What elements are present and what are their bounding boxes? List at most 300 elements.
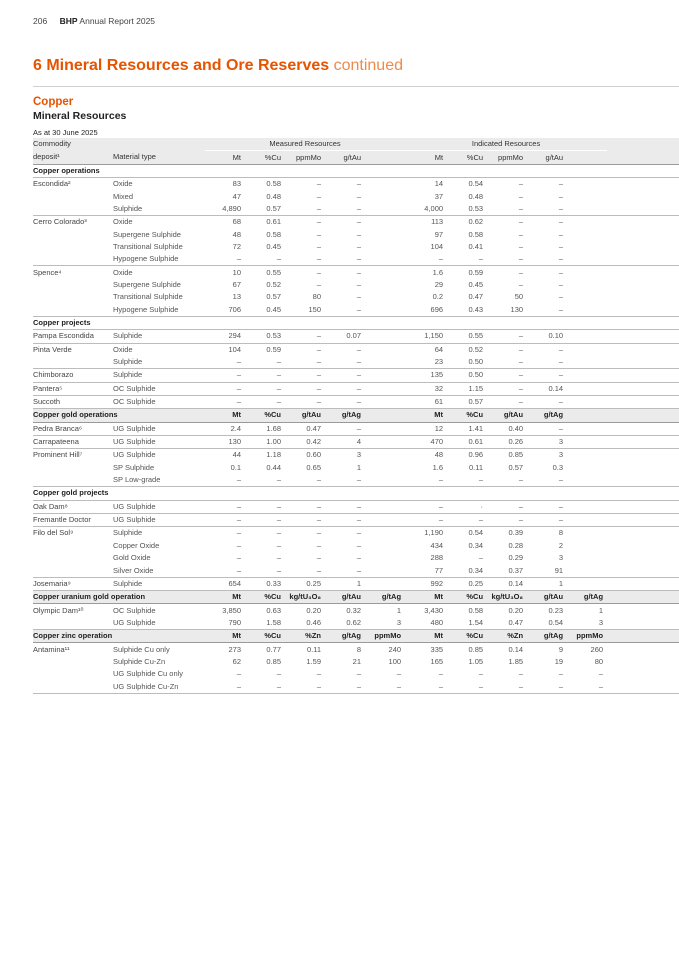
table-row	[33, 228, 679, 240]
measured-value: –	[356, 191, 361, 201]
measured-value: 0.1	[230, 462, 241, 472]
material-type: UG Sulphide	[113, 422, 205, 435]
measured-value: 2.4	[205, 422, 245, 435]
measured-value: 0.60	[306, 450, 321, 460]
indicated-value: 3	[527, 435, 567, 448]
indicated-value: –	[487, 330, 527, 343]
indicated-value: 0.37	[487, 564, 527, 577]
measured-value: 48	[232, 229, 241, 239]
measured-value: 0.42	[285, 435, 325, 448]
indicated-value: –	[487, 369, 527, 382]
measured-value: –	[316, 191, 321, 201]
spacer-cell	[607, 266, 679, 279]
spacer-cell	[607, 228, 679, 240]
indicated-value: 113	[431, 217, 444, 227]
indicated-value: –	[518, 669, 524, 679]
deposit-name	[33, 617, 113, 630]
indicated-value: 0.55	[447, 330, 487, 343]
indicated-value: 0.47	[487, 617, 527, 630]
measured-value: –	[285, 330, 325, 343]
material-type: Mixed	[113, 191, 134, 201]
spacer-cell	[607, 462, 679, 474]
spacer-cell	[607, 668, 679, 680]
measured-value: 72	[232, 241, 241, 251]
deposit-name: Pampa Escondida	[33, 330, 113, 343]
measured-value: –	[245, 382, 285, 395]
measured-value: 1.68	[245, 422, 285, 435]
indicated-value	[567, 422, 607, 435]
spacer-cell	[607, 343, 679, 356]
spacer-cell	[607, 617, 679, 630]
measured-value: 0.57	[266, 292, 281, 302]
measured-resources-header: Measured Resources	[205, 138, 405, 151]
as-at-date: As at 30 June 2025	[33, 128, 98, 137]
material-type-header: Material type	[113, 151, 205, 164]
material-type: UG Sulphide Cu-Zn	[113, 680, 205, 693]
measured-value: –	[205, 513, 245, 526]
indicated-value: –	[527, 203, 567, 216]
measured-value: –	[205, 500, 245, 513]
indicated-value: 0.25	[447, 577, 487, 590]
measured-value: –	[316, 267, 321, 277]
deposit-name	[33, 279, 113, 291]
measured-value: 67	[232, 279, 241, 289]
indicated-resources-header: Indicated Resources	[405, 138, 607, 151]
measured-col-header: %Zn	[285, 630, 325, 643]
measured-value: –	[236, 540, 241, 550]
measured-col-header: ppmMo	[285, 151, 325, 164]
measured-col-header: g/tAg	[325, 409, 365, 422]
measured-value: –	[236, 528, 241, 538]
spacer-cell	[607, 513, 679, 526]
indicated-value	[567, 291, 607, 303]
material-type: Hypogene Sulphide	[113, 303, 205, 316]
mineral-resources-table	[33, 138, 679, 694]
material-type: Transitional Sulphide	[113, 241, 183, 251]
measured-value	[365, 241, 405, 253]
measured-value: –	[205, 474, 245, 487]
indicated-value: 0.59	[468, 267, 484, 277]
measured-value: –	[236, 553, 241, 563]
measured-value: 4,890	[205, 203, 245, 216]
indicated-value	[567, 435, 607, 448]
measured-value: –	[356, 292, 361, 302]
spacer-cell	[607, 552, 679, 564]
measured-value: –	[325, 680, 365, 693]
indicated-value: –	[518, 229, 524, 239]
measured-value: –	[356, 179, 361, 189]
deposit-name: Spence⁴	[33, 267, 62, 277]
measured-col-header: g/tAu	[325, 151, 365, 164]
deposit-name	[33, 668, 113, 680]
measured-value: –	[325, 303, 365, 316]
measured-value: 1	[356, 462, 361, 472]
measured-value: –	[245, 253, 285, 266]
measured-value: –	[325, 500, 365, 513]
subtable-header-label: Copper gold operations	[33, 409, 205, 422]
measured-value: –	[356, 553, 361, 563]
indicated-value: –	[487, 382, 527, 395]
measured-col-header: g/tAu	[325, 591, 365, 604]
indicated-col-header: Mt	[405, 151, 447, 164]
indicated-value: 1,190	[424, 528, 444, 538]
measured-value	[365, 216, 405, 229]
table-row	[33, 266, 679, 279]
indicated-value: 64	[434, 344, 444, 354]
indicated-value: 0.57	[447, 395, 487, 408]
indicated-value: 135	[405, 369, 447, 382]
indicated-value: –	[527, 513, 567, 526]
indicated-value: 97	[434, 229, 444, 239]
measured-value	[365, 527, 405, 540]
measured-value	[365, 564, 405, 577]
indicated-value: 1.41	[447, 422, 487, 435]
measured-value: –	[245, 356, 285, 369]
measured-value: –	[356, 267, 361, 277]
measured-value: 0.32	[346, 605, 361, 615]
page-title-continued: continued	[333, 57, 403, 74]
measured-value: 0.58	[266, 229, 281, 239]
subtable-header-row	[33, 591, 679, 604]
deposit-name: Chimborazo	[33, 369, 113, 382]
material-type: Sulphide	[113, 330, 205, 343]
material-type: OC Sulphide	[113, 395, 205, 408]
table-row	[33, 617, 679, 630]
measured-value: 80	[312, 292, 321, 302]
indicated-value: –	[487, 253, 527, 266]
measured-value: –	[356, 279, 361, 289]
indicated-value: 37	[434, 191, 444, 201]
indicated-value: –	[558, 344, 564, 354]
indicated-value: 0.62	[468, 217, 484, 227]
indicated-value	[567, 228, 607, 240]
report-name: Annual Report 2025	[79, 16, 156, 26]
measured-value: –	[316, 553, 321, 563]
indicated-value: –	[558, 229, 564, 239]
measured-value: 294	[205, 330, 245, 343]
measured-value: 1.59	[306, 656, 321, 666]
indicated-value: 0.10	[527, 330, 567, 343]
measured-value: –	[285, 680, 325, 693]
measured-value: –	[245, 369, 285, 382]
material-type: Sulphide	[113, 528, 143, 538]
indicated-value	[567, 303, 607, 316]
indicated-value: 0.14	[527, 382, 567, 395]
indicated-value: 0.23	[548, 605, 564, 615]
table-row	[33, 303, 679, 316]
indicated-value: –	[405, 513, 447, 526]
deposit-name	[33, 253, 113, 266]
brand-name: BHP	[59, 16, 78, 26]
spacer-cell	[607, 591, 679, 604]
indicated-col-header	[567, 409, 607, 422]
indicated-value: 288	[430, 553, 444, 563]
spacer-cell	[607, 474, 679, 487]
indicated-value: –	[558, 292, 564, 302]
section-row	[33, 316, 679, 329]
spacer-cell	[607, 190, 679, 202]
indicated-value: –	[478, 669, 484, 679]
measured-value: –	[245, 680, 285, 693]
indicated-value	[567, 577, 607, 590]
measured-value: 0.62	[325, 617, 365, 630]
indicated-value	[567, 527, 607, 540]
measured-value: –	[316, 229, 321, 239]
indicated-value: 0.96	[468, 450, 484, 460]
indicated-value: –	[527, 356, 567, 369]
indicated-value	[567, 552, 607, 564]
indicated-value: 0.45	[468, 279, 484, 289]
indicated-value	[567, 266, 607, 279]
measured-value	[365, 462, 405, 474]
measured-value	[365, 500, 405, 513]
measured-value: –	[356, 229, 361, 239]
indicated-value: 1.54	[447, 617, 487, 630]
indicated-value: 80	[594, 656, 604, 666]
material-type: Sulphide	[113, 369, 205, 382]
indicated-value: 0.34	[468, 540, 484, 550]
section-row	[33, 487, 679, 500]
indicated-value	[567, 178, 607, 191]
measured-value	[365, 382, 405, 395]
spacer-cell	[607, 303, 679, 316]
measured-value	[365, 330, 405, 343]
table-row	[33, 190, 679, 202]
measured-value: 13	[232, 292, 241, 302]
material-type: Oxide	[113, 179, 133, 189]
indicated-value: 0.20	[508, 605, 524, 615]
measured-value: 68	[232, 217, 241, 227]
table-row	[33, 369, 679, 382]
indicated-value	[567, 540, 607, 552]
material-type: UG Sulphide	[113, 513, 205, 526]
indicated-value: –	[487, 680, 527, 693]
indicated-col-header: %Cu	[447, 630, 487, 643]
indicated-value: 0.48	[468, 191, 484, 201]
spacer-cell	[607, 422, 679, 435]
measured-value	[365, 449, 405, 462]
section-label: Copper gold projects	[33, 487, 679, 500]
measured-col-header	[365, 409, 405, 422]
indicated-value: 260	[590, 644, 604, 654]
indicated-value: –	[405, 474, 447, 487]
indicated-col-header: g/tAg	[527, 409, 567, 422]
indicated-value: 0.40	[487, 422, 527, 435]
indicated-value: –	[447, 680, 487, 693]
indicated-value	[567, 203, 607, 216]
indicated-value: 1.6	[432, 267, 444, 277]
indicated-value: 0.54	[468, 528, 484, 538]
measured-value: –	[316, 540, 321, 550]
table-row	[33, 577, 679, 590]
deposit-name: Filo del Sol⁹	[33, 528, 74, 538]
table-row	[33, 604, 679, 617]
spacer-cell	[607, 680, 679, 693]
indicated-value: –	[527, 395, 567, 408]
indicated-value: –	[558, 179, 564, 189]
indicated-value: 12	[405, 422, 447, 435]
spacer-cell	[607, 643, 679, 656]
indicated-value: 61	[405, 395, 447, 408]
indicated-value: –	[405, 253, 447, 266]
indicated-value: 104	[430, 241, 444, 251]
measured-value: –	[316, 217, 321, 227]
indicated-value: 696	[405, 303, 447, 316]
indicated-value: –	[518, 344, 524, 354]
indicated-value: –	[487, 513, 527, 526]
measured-value: –	[285, 395, 325, 408]
measured-value: 0.57	[245, 203, 285, 216]
indicated-value: 0.41	[468, 241, 484, 251]
table-row	[33, 178, 679, 191]
measured-value: –	[356, 344, 361, 354]
measured-value	[365, 435, 405, 448]
subtable-header-label: Copper zinc operation	[33, 630, 205, 643]
deposit-name: Cerro Colorado³	[33, 217, 87, 227]
measured-col-header: Mt	[205, 409, 245, 422]
measured-value	[365, 343, 405, 356]
measured-value: 0.65	[306, 462, 321, 472]
spacer-cell	[607, 527, 679, 540]
page-title	[33, 57, 403, 75]
indicated-value	[567, 343, 607, 356]
indicated-value: –	[405, 500, 447, 513]
table-row	[33, 474, 679, 487]
deposit-name: Josemaria⁹	[33, 577, 113, 590]
indicated-col-header: g/tAg	[527, 630, 567, 643]
measured-value: –	[285, 500, 325, 513]
measured-value: 0.47	[285, 422, 325, 435]
measured-value	[365, 279, 405, 291]
indicated-value: 0.61	[447, 435, 487, 448]
measured-value: –	[316, 241, 321, 251]
measured-value: –	[356, 669, 361, 679]
indicated-col-header: kg/tU₃O₈	[487, 591, 527, 604]
indicated-value: 1,150	[405, 330, 447, 343]
deposit-name	[33, 291, 113, 303]
deposit-name: Escondida²	[33, 179, 71, 189]
indicated-value	[567, 513, 607, 526]
page-title-main: 6 Mineral Resources and Ore Reserves	[33, 57, 330, 74]
table-column-header-row	[33, 151, 679, 164]
indicated-col-header: ppmMo	[567, 630, 607, 643]
measured-value: 0.63	[266, 605, 281, 615]
indicated-value: 0.58	[468, 229, 484, 239]
indicated-value: –	[527, 422, 567, 435]
indicated-value	[567, 500, 607, 513]
indicated-value: –	[518, 267, 524, 277]
measured-value: –	[325, 395, 365, 408]
indicated-value	[567, 216, 607, 229]
indicated-value: ·	[447, 500, 487, 513]
indicated-value: 0.54	[468, 179, 484, 189]
measured-value: 1	[325, 577, 365, 590]
commodity-header: Commodity	[33, 138, 113, 151]
indicated-value	[567, 279, 607, 291]
indicated-value: 0.34	[447, 564, 487, 577]
indicated-value: –	[447, 513, 487, 526]
indicated-value: 0.43	[447, 303, 487, 316]
measured-value: 0.52	[266, 279, 281, 289]
deposit-name	[33, 203, 113, 216]
deposit-name: Oak Dam⁸	[33, 500, 113, 513]
indicated-value: –	[527, 369, 567, 382]
measured-value: 273	[228, 644, 241, 654]
measured-value: 706	[205, 303, 245, 316]
indicated-value: 130	[487, 303, 527, 316]
indicated-value: 0.2	[432, 292, 444, 302]
indicated-value	[567, 395, 607, 408]
indicated-value: 3	[558, 450, 564, 460]
deposit-name: Succoth	[33, 395, 113, 408]
indicated-value: 48	[434, 450, 444, 460]
indicated-value: 1.15	[447, 382, 487, 395]
indicated-value: –	[598, 669, 604, 679]
indicated-value: –	[487, 203, 527, 216]
deposit-name: Carrapateena	[33, 435, 113, 448]
measured-value: –	[356, 540, 361, 550]
deposit-name	[33, 564, 113, 577]
measured-value: 1.18	[266, 450, 281, 460]
measured-value: –	[205, 564, 245, 577]
measured-value: –	[325, 203, 365, 216]
indicated-col-header: %Cu	[447, 151, 487, 164]
measured-col-header: Mt	[205, 591, 245, 604]
indicated-value: 0.58	[468, 605, 484, 615]
measured-value	[365, 203, 405, 216]
measured-value: 8	[356, 644, 361, 654]
indicated-col-header	[567, 151, 607, 164]
table-row	[33, 216, 679, 229]
indicated-value: 0.28	[508, 540, 524, 550]
indicated-value	[567, 253, 607, 266]
indicated-value: 3	[567, 617, 607, 630]
section-row	[33, 164, 679, 177]
measured-value: 0.07	[325, 330, 365, 343]
measured-value	[365, 540, 405, 552]
table-row	[33, 513, 679, 526]
indicated-value	[567, 564, 607, 577]
measured-value: –	[316, 179, 321, 189]
measured-value: 0.20	[306, 605, 321, 615]
measured-col-header: %Cu	[245, 630, 285, 643]
measured-value: 104	[228, 344, 241, 354]
indicated-value: 23	[405, 356, 447, 369]
indicated-col-header: g/tAu	[527, 591, 567, 604]
measured-value: –	[285, 564, 325, 577]
table-row	[33, 241, 679, 253]
measured-col-header: Mt	[205, 630, 245, 643]
measured-value: 4	[325, 435, 365, 448]
indicated-value: 1.6	[432, 462, 444, 472]
measured-value: –	[276, 553, 281, 563]
measured-value: 3,850	[222, 605, 241, 615]
indicated-value: 0.54	[527, 617, 567, 630]
indicated-value: 19	[554, 656, 564, 666]
measured-value: –	[276, 669, 281, 679]
spacer-cell	[607, 279, 679, 291]
spacer-cell	[607, 241, 679, 253]
measured-value: –	[285, 369, 325, 382]
table-row	[33, 643, 679, 656]
measured-value	[365, 552, 405, 564]
indicated-value: 0.14	[487, 577, 527, 590]
indicated-value: –	[478, 553, 484, 563]
indicated-value: 480	[405, 617, 447, 630]
spacer-cell	[607, 630, 679, 643]
indicated-value: –	[518, 241, 524, 251]
deposit-name: Pedra Branca⁶	[33, 422, 113, 435]
